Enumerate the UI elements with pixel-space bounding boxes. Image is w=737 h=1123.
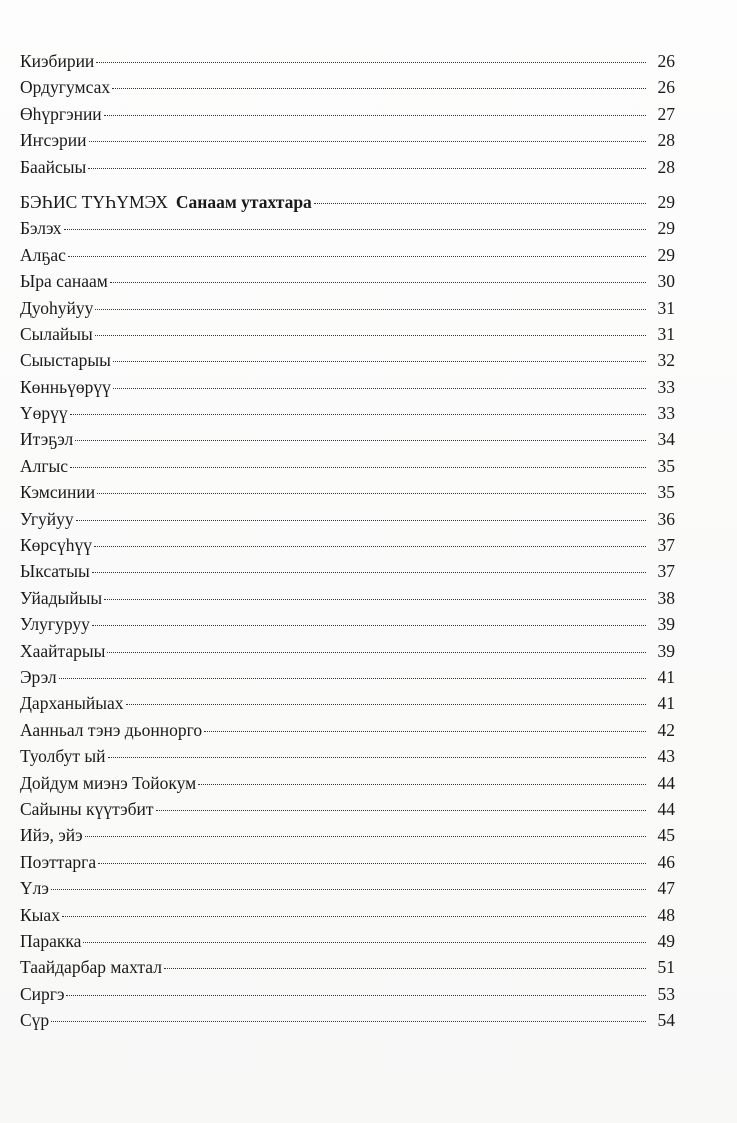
toc-page-number: 41 xyxy=(657,693,675,714)
toc-entry xyxy=(20,426,675,452)
toc-entry-title-text: Сыыстарыы xyxy=(20,350,111,371)
toc-page-number: 37 xyxy=(657,535,675,556)
toc-page-number: 39 xyxy=(657,614,675,635)
toc-page-number: 34 xyxy=(657,429,675,450)
dot-leader xyxy=(110,282,646,283)
toc-entry-title-text: Уйадыйыы xyxy=(20,587,103,608)
toc-entry xyxy=(20,215,675,241)
dot-leader xyxy=(198,784,646,785)
toc-entry-title-text: Иҥсэрии xyxy=(20,130,87,151)
dot-leader xyxy=(108,757,646,758)
toc-entry-title-text: Ийэ, эйэ xyxy=(20,825,83,846)
toc-entry-title xyxy=(20,796,154,822)
dot-leader xyxy=(83,942,646,943)
toc-page-number: 29 xyxy=(657,191,675,212)
toc-page-number: 51 xyxy=(657,957,675,978)
toc-entry-title-text: Туолбут ый xyxy=(20,746,106,767)
toc-entry-title-text: Сылайыы xyxy=(20,323,93,344)
dot-leader xyxy=(107,652,646,653)
toc-entry-title xyxy=(20,268,108,294)
toc-entry-title xyxy=(20,189,312,215)
toc-entry xyxy=(20,690,675,716)
toc-entry xyxy=(20,638,675,664)
dot-leader xyxy=(68,256,646,257)
toc-page-number: 26 xyxy=(657,51,675,71)
toc-page-number: 31 xyxy=(657,323,675,344)
toc-entry-title xyxy=(20,532,92,558)
toc-page-number: 42 xyxy=(657,719,675,740)
dot-leader xyxy=(51,889,646,890)
toc-entry-title xyxy=(20,875,49,901)
toc-entry-title-text: Дарханыйыах xyxy=(20,693,124,714)
dot-leader xyxy=(98,863,646,864)
toc-entry xyxy=(20,242,675,268)
dot-leader xyxy=(112,88,646,89)
dot-leader xyxy=(204,731,646,732)
toc-entry-title xyxy=(20,242,66,268)
toc-entry-title xyxy=(20,849,96,875)
toc-page-number: 28 xyxy=(657,130,675,151)
toc-entry-title xyxy=(20,215,62,241)
toc-entry-title-text: Дуоһуйуу xyxy=(20,297,94,318)
toc-entry xyxy=(20,954,675,980)
toc-entry xyxy=(20,74,675,100)
toc-section-subtitle: Санаам утахтара xyxy=(175,191,312,212)
toc-entry-title-text: Бэлэх xyxy=(20,218,62,239)
dot-leader xyxy=(164,968,646,969)
toc-entry xyxy=(20,506,675,532)
dot-leader xyxy=(92,625,646,626)
toc-entry-title-text: Баайсыы xyxy=(20,156,87,177)
toc-page-number: 43 xyxy=(657,746,675,767)
toc-entry-title-text: Таайдарбар махтал xyxy=(20,957,162,978)
toc-page-number: 29 xyxy=(657,218,675,239)
toc-entry-title-text: Көрсүһүү xyxy=(20,535,92,556)
toc-page-number: 26 xyxy=(657,77,675,98)
dot-leader xyxy=(51,1021,646,1022)
toc-entry-title xyxy=(20,717,202,743)
toc-entry-title xyxy=(20,585,102,611)
toc-page-number: 45 xyxy=(657,825,675,846)
dot-leader xyxy=(66,995,646,996)
toc-entry-title xyxy=(20,426,73,452)
toc-entry-title-text: Үөрүү xyxy=(20,403,68,424)
toc-entry-title xyxy=(20,770,196,796)
toc-entry xyxy=(20,268,675,294)
dot-leader xyxy=(314,203,646,204)
table-of-contents xyxy=(20,48,675,1033)
toc-entry-title xyxy=(20,1007,49,1033)
toc-entry-title-text: Аанньал тэнэ дьоннорго xyxy=(20,719,203,740)
toc-entry xyxy=(20,400,675,426)
toc-entry-title-text: Сүр xyxy=(20,1010,50,1031)
toc-entry xyxy=(20,611,675,637)
toc-page-number: 41 xyxy=(657,666,675,687)
toc-entry-title xyxy=(20,374,111,400)
dot-leader xyxy=(126,704,646,705)
toc-entry-title xyxy=(20,127,87,153)
dot-leader xyxy=(89,141,646,142)
toc-entry-title-text: Улугуруу xyxy=(20,614,90,635)
toc-entry xyxy=(20,453,675,479)
toc-entry-title xyxy=(20,690,124,716)
dot-leader xyxy=(97,493,646,494)
toc-page-number: 44 xyxy=(657,798,675,819)
toc-page-number: 30 xyxy=(657,271,675,292)
toc-page-number: 33 xyxy=(657,403,675,424)
dot-leader xyxy=(76,520,646,521)
toc-entry-title-text: Алгыс xyxy=(20,455,69,476)
dot-leader xyxy=(70,467,646,468)
toc-page-number: 38 xyxy=(657,587,675,608)
toc-entry-title-text: Сайыны күүтэбит xyxy=(20,798,154,819)
toc-entry-title xyxy=(20,928,81,954)
dot-leader xyxy=(113,361,646,362)
toc-entry-title-text: Дойдум миэнэ Тойокум xyxy=(20,772,197,793)
toc-entry-title-text: Ордугумсах xyxy=(20,77,111,98)
toc-entry xyxy=(20,127,675,153)
toc-page-number: 44 xyxy=(657,772,675,793)
toc-page-number: 48 xyxy=(657,904,675,925)
toc-entry-title xyxy=(20,981,64,1007)
toc-page-number: 49 xyxy=(657,930,675,951)
dot-leader xyxy=(104,115,646,116)
toc-entry-title-text: Кыах xyxy=(20,904,60,925)
toc-entry xyxy=(20,585,675,611)
dot-leader xyxy=(94,546,646,547)
dot-leader xyxy=(95,309,646,310)
toc-entry-title xyxy=(20,101,102,127)
toc-entry-title xyxy=(20,295,93,321)
toc-page-number: 33 xyxy=(657,376,675,397)
dot-leader xyxy=(62,916,646,917)
toc-entry-title xyxy=(20,479,95,505)
dot-leader xyxy=(92,572,646,573)
toc-entry-title-text: Үлэ xyxy=(20,878,49,899)
toc-entry-title-text: Кэмсинии xyxy=(20,482,96,503)
toc-entry-title xyxy=(20,638,105,664)
toc-entry xyxy=(20,822,675,848)
toc-entry xyxy=(20,558,675,584)
toc-page-number: 54 xyxy=(657,1010,675,1031)
dot-leader xyxy=(113,388,646,389)
toc-entry xyxy=(20,321,675,347)
dot-leader xyxy=(59,678,646,679)
toc-entry-title xyxy=(20,48,94,74)
toc-entry xyxy=(20,532,675,558)
dot-leader xyxy=(70,414,646,415)
toc-entry-title-text: Паракка xyxy=(20,930,82,951)
toc-page-number: 46 xyxy=(657,851,675,872)
toc-page-number: 36 xyxy=(657,508,675,529)
dot-leader xyxy=(75,440,646,441)
toc-page-number: 29 xyxy=(657,244,675,265)
toc-entry-title-text: Өһүргэнии xyxy=(20,103,102,124)
toc-entry xyxy=(20,101,675,127)
toc-entry-title xyxy=(20,902,60,928)
toc-entry-title xyxy=(20,347,111,373)
toc-entry-title xyxy=(20,506,74,532)
dot-leader xyxy=(96,62,646,63)
dot-leader xyxy=(85,836,646,837)
toc-page-number: 32 xyxy=(657,350,675,371)
toc-entry xyxy=(20,928,675,954)
dot-leader xyxy=(156,810,646,811)
toc-entry xyxy=(20,849,675,875)
toc-entry-title-text: Хаайтарыы xyxy=(20,640,106,661)
toc-entry xyxy=(20,374,675,400)
toc-entry xyxy=(20,770,675,796)
toc-entry-title-text: Сиргэ xyxy=(20,983,65,1004)
toc-page-number: 37 xyxy=(657,561,675,582)
toc-entry-title-text: Ыра санаам xyxy=(20,271,108,292)
dot-leader xyxy=(64,229,646,230)
toc-entry-title-text: Көнньүөрүү xyxy=(20,376,111,397)
toc-entry xyxy=(20,796,675,822)
dot-leader xyxy=(95,335,646,336)
toc-page-number: 35 xyxy=(657,455,675,476)
toc-entry-title xyxy=(20,74,110,100)
toc-page-number: 39 xyxy=(657,640,675,661)
toc-entry xyxy=(20,875,675,901)
toc-entry-title-text: Алҕас xyxy=(20,244,66,265)
toc-entry xyxy=(20,717,675,743)
toc-page-number: 35 xyxy=(657,482,675,503)
dot-leader xyxy=(104,599,646,600)
toc-entry xyxy=(20,154,675,180)
toc-page-number: 31 xyxy=(657,297,675,318)
toc-entry-title xyxy=(20,743,106,769)
toc-entry xyxy=(20,295,675,321)
toc-entry-title xyxy=(20,822,83,848)
toc-entry-title xyxy=(20,558,90,584)
toc-entry-title xyxy=(20,321,93,347)
toc-entry-title-text: Угуйуу xyxy=(20,508,74,529)
toc-entry-title xyxy=(20,664,57,690)
toc-entry-title xyxy=(20,954,162,980)
toc-entry xyxy=(20,743,675,769)
toc-entry-title xyxy=(20,400,68,426)
toc-entry-title xyxy=(20,154,86,180)
toc-section-heading xyxy=(20,189,675,215)
toc-entry xyxy=(20,347,675,373)
toc-page-number: 53 xyxy=(657,983,675,1004)
toc-entry xyxy=(20,1007,675,1033)
toc-entry-title xyxy=(20,611,90,637)
toc-entry xyxy=(20,479,675,505)
toc-entry-title-text: Поэттарга xyxy=(20,851,97,872)
toc-entry-title-text: Эрэл xyxy=(20,666,57,687)
toc-page-number: 47 xyxy=(657,878,675,899)
toc-entry xyxy=(20,902,675,928)
dot-leader xyxy=(88,168,646,169)
toc-entry-title-text: Итэҕэл xyxy=(20,429,74,450)
toc-entry-title-text: БЭҺИС ТҮҺҮМЭХ xyxy=(20,191,168,212)
toc-entry xyxy=(20,981,675,1007)
toc-entry-title-text: Ыксатыы xyxy=(20,561,90,582)
toc-entry-title xyxy=(20,453,68,479)
toc-page-number: 27 xyxy=(657,103,675,124)
toc-entry xyxy=(20,48,675,74)
toc-entry xyxy=(20,664,675,690)
toc-entry-title-text: Киэбирии xyxy=(20,51,95,71)
toc-page-number: 28 xyxy=(657,156,675,177)
